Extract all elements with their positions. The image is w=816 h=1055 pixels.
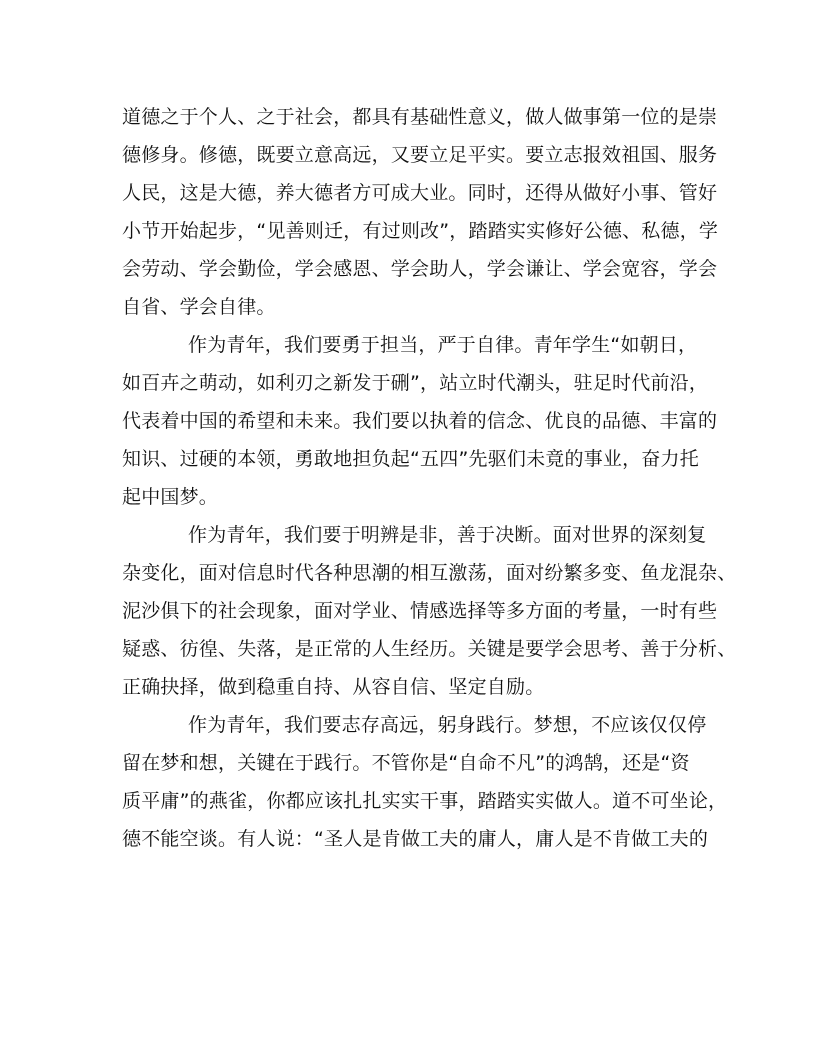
text-line: 作为青年，我们要志存高远，躬身践行。梦想，不应该仅仅停 — [188, 714, 707, 736]
document-body — [122, 98, 737, 858]
text-line: 杂变化，面对信息时代各种思潮的相互激荡，面对纷繁多变、鱼龙混杂、 — [122, 562, 737, 584]
paragraph-2 — [122, 326, 718, 516]
text-line: 小节开始起步，“见善则迁，有过则改”，踏踏实实修好公德、私德，学 — [122, 220, 719, 242]
text-line: 作为青年，我们要于明辨是非，善于决断。面对世界的深刻复 — [188, 524, 707, 546]
text-line: 代表着中国的希望和未来。我们要以执着的信念、优良的品德、丰富的 — [122, 410, 718, 432]
text-line: 会劳动、学会勤俭，学会感恩、学会助人，学会谦让、学会宽容，学会 — [122, 258, 718, 280]
text-line: 德修身。修德，既要立意高远，又要立足平实。要立志报效祖国、服务 — [122, 144, 718, 166]
paragraph-1 — [122, 98, 719, 326]
text-line: 正确抉择，做到稳重自持、从容自信、坚定自励。 — [122, 676, 545, 698]
text-line: 自省、学会自律。 — [122, 296, 276, 318]
text-line: 人民，这是大德，养大德者方可成大业。同时，还得从做好小事、管好 — [122, 182, 718, 204]
text-line: 留在梦和想，关键在于践行。不管你是“自命不凡”的鸿鹄，还是“资 — [122, 752, 690, 774]
text-line: 泥沙俱下的社会现象，面对学业、情感选择等多方面的考量，一时有些 — [122, 600, 718, 622]
text-line: 质平庸”的燕雀，你都应该扎扎实实干事，踏踏实实做人。道不可坐论， — [122, 790, 728, 812]
text-line: 如百卉之萌动，如利刃之新发于硎”，站立时代潮头，驻足时代前沿， — [122, 372, 709, 394]
text-line: 起中国梦。 — [122, 486, 219, 508]
text-line: 作为青年，我们要勇于担当，严于自律。青年学生“如朝日， — [188, 334, 698, 356]
text-line: 德不能空谈。有人说：“圣人是肯做工夫的庸人，庸人是不肯做工夫的 — [122, 828, 709, 850]
paragraph-4 — [122, 706, 728, 858]
text-line: 疑惑、彷徨、失落，是正常的人生经历。关键是要学会思考、善于分析、 — [122, 638, 737, 660]
paragraph-3 — [122, 516, 737, 706]
text-line: 道德之于个人、之于社会，都具有基础性意义，做人做事第一位的是崇 — [122, 106, 718, 128]
text-line: 知识、过硬的本领，勇敢地担负起“五四”先驱们未竟的事业，奋力托 — [122, 448, 699, 470]
